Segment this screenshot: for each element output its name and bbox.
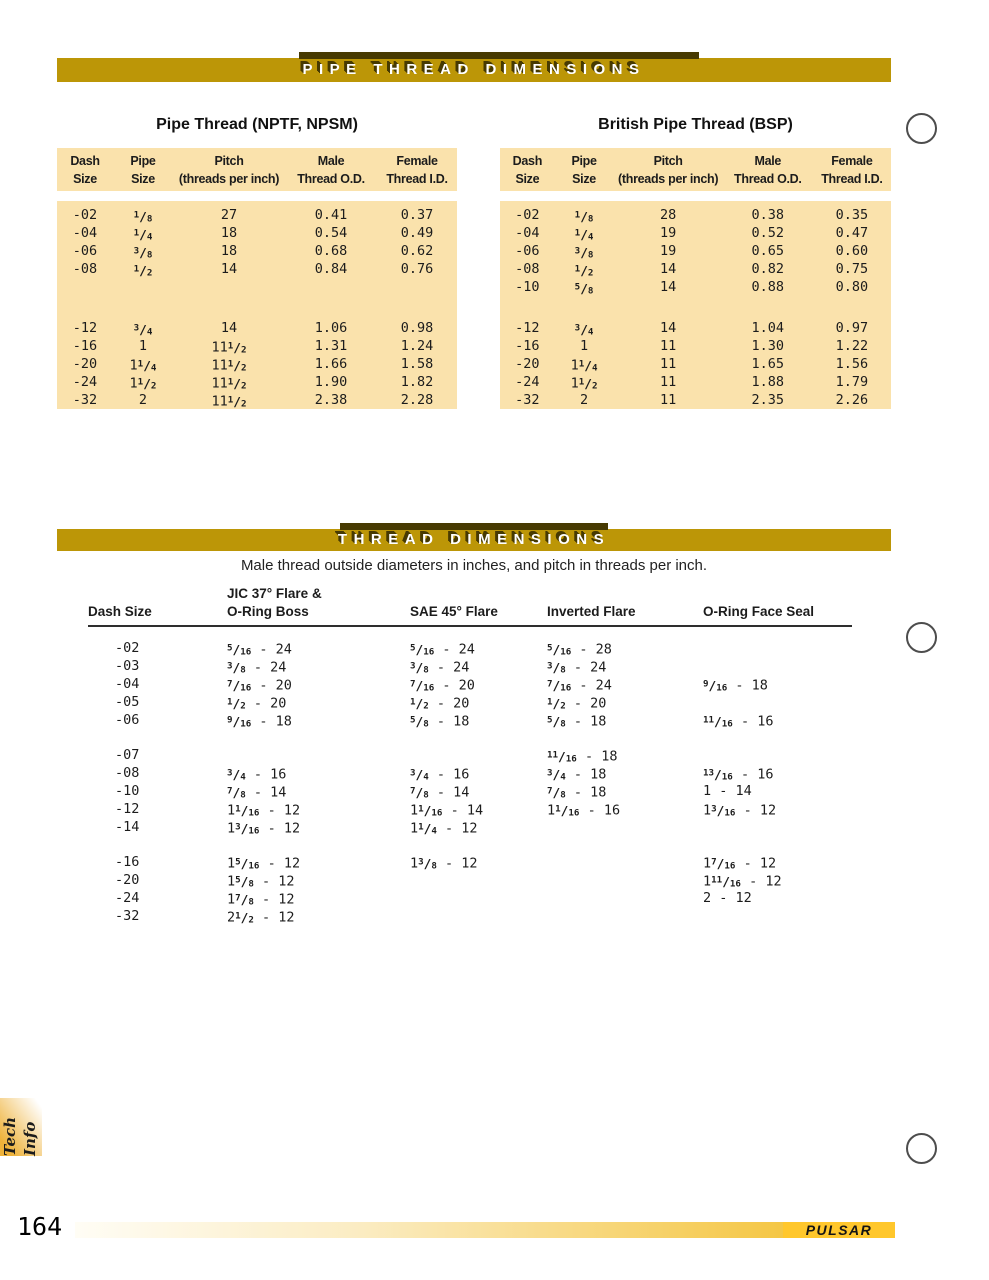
footer-gold-bar [75, 1222, 895, 1238]
table-cell: 0.98 [400, 320, 434, 336]
table-row [88, 746, 852, 764]
pipe-thread-banner [57, 58, 891, 82]
table-cell: $^3$/8 [133, 245, 153, 261]
table-cell: 1.24 [400, 338, 434, 354]
table-cell: 1.22 [835, 338, 869, 354]
table-cell: $^5$/16 - 24 [227, 641, 292, 658]
table-row [500, 260, 891, 278]
table-cell [703, 818, 852, 840]
table-cell: 1.04 [751, 320, 785, 336]
table-cell: -10 [115, 783, 140, 799]
table-cell: -12 [515, 320, 540, 336]
table-cell: 11 [659, 338, 677, 354]
punch-hole-circle [906, 1133, 937, 1164]
table-cell: 0.88 [751, 279, 785, 295]
table-cell: 2.35 [751, 392, 785, 408]
thread-dimensions-subtitle: Male thread outside diameters in inches, and pitch in threads per inch. [240, 557, 708, 574]
column-header: Inverted Flare [547, 604, 636, 619]
column-header: SAE 45° Flare [410, 604, 498, 619]
table-row [88, 782, 852, 800]
column-header: Pipe Size [571, 154, 597, 186]
table-cell: 14 [659, 320, 677, 336]
table-cell: -05 [115, 694, 140, 710]
table-cell: $1^1/16 - 16$ [547, 802, 621, 819]
table-row [500, 242, 891, 260]
table-row [88, 675, 852, 693]
table-cell: -04 [515, 225, 540, 241]
table-cell: $^1$/2 [133, 263, 153, 279]
table-cell: -24 [515, 374, 540, 390]
table-row [88, 800, 852, 818]
table-row [57, 319, 457, 337]
table-cell: 11 [659, 356, 677, 372]
table-cell: 0.76 [400, 261, 434, 277]
table-cell: -20 [115, 872, 140, 888]
table-cell [410, 907, 547, 929]
table-cell: $1^1/16 - 14$ [410, 802, 484, 819]
table-cell: 0.47 [835, 225, 869, 241]
table-cell: $^3$/8 - 24 [227, 659, 287, 676]
table-header-row [57, 148, 457, 191]
table-row [500, 224, 891, 242]
table-cell: -20 [515, 356, 540, 372]
table-cell: $1^1/16 - 12$ [227, 802, 301, 819]
tech-info-tab[interactable] [0, 1098, 42, 1156]
table-cell: 2 - 12 [703, 890, 752, 906]
table-cell: -20 [72, 356, 98, 372]
table-cell: -16 [115, 854, 140, 870]
table-row [57, 242, 457, 260]
table-cell: $1^1/4$ [129, 357, 157, 374]
table-cell: 19 [659, 225, 677, 241]
table-body [57, 201, 457, 409]
table-cell: -32 [115, 908, 140, 924]
table-cell: 1.56 [835, 356, 869, 372]
table-row [88, 889, 852, 907]
table-cell: -07 [115, 747, 140, 763]
table-cell: $2^1/2 - 12$ [227, 909, 295, 926]
table-cell: $^7$/8 - 14 [410, 784, 470, 801]
column-header: Male Thread O.D. [297, 154, 365, 186]
table-cell: $^7$/16 - 24 [547, 677, 612, 694]
table-row [500, 337, 891, 355]
table-cell: -14 [115, 819, 140, 835]
table-cell: -02 [115, 640, 140, 656]
table-row [57, 391, 457, 409]
table-cell: $^5$/8 - 18 [410, 713, 470, 730]
pipe-thread-banner-title: PIPE THREAD DIMENSIONS [302, 61, 646, 78]
table-cell: $^1$/8 [574, 209, 594, 225]
table-cell: -12 [72, 320, 98, 336]
table-cell: 1 - 14 [703, 783, 752, 799]
column-header: Pitch (threads per inch) [618, 154, 719, 186]
table-cell: -04 [72, 225, 98, 241]
table-cell: 14 [659, 261, 677, 277]
page-number: 164 [17, 1212, 63, 1241]
table-cell: $^3$/8 - 24 [410, 659, 470, 676]
row-group-gap [57, 278, 457, 319]
table-cell: $^7$/8 - 18 [547, 784, 607, 801]
column-header: Pitch (threads per inch) [178, 154, 280, 186]
table-cell: $1^{11}/16 - 12$ [703, 873, 782, 890]
table-row [88, 853, 852, 871]
table-cell: 1.31 [314, 338, 348, 354]
table-row [57, 224, 457, 242]
table-header-row [88, 585, 852, 627]
table-cell: 0.37 [400, 207, 434, 223]
table-cell: $^3$/4 [133, 322, 153, 338]
table-cell: 0.52 [751, 225, 785, 241]
table-cell: -06 [115, 712, 140, 728]
table-cell: $^1$/2 - 20 [227, 695, 287, 712]
pulsar-logo-text: PULSAR [805, 1222, 873, 1238]
table-row [57, 337, 457, 355]
table-cell: 2.28 [400, 392, 434, 408]
table-cell: 0.68 [314, 243, 348, 259]
table-cell: $^3$/8 - 24 [547, 659, 607, 676]
column-header: JIC 37° Flare & O-Ring Boss [227, 586, 322, 619]
table-cell: $1^5/16 - 12$ [227, 855, 301, 872]
table-cell: $11^1/2$ [211, 339, 247, 356]
column-header: Female Thread I.D. [386, 154, 448, 186]
tech-info-tab-label: Tech Info [1, 1116, 39, 1156]
table-cell: -03 [115, 658, 140, 674]
table-cell: 2.26 [835, 392, 869, 408]
table-cell [547, 818, 703, 840]
table-cell: 14 [220, 320, 238, 336]
table-cell: 1.66 [314, 356, 348, 372]
table-cell: 19 [659, 243, 677, 259]
table-cell: 0.80 [835, 279, 869, 295]
table-cell: $^3$/4 - 16 [410, 766, 470, 783]
table-cell: 1.65 [751, 356, 785, 372]
table-cell: $^3$/4 - 18 [547, 766, 607, 783]
table-cell: $^5$/16 - 28 [547, 641, 612, 658]
table-cell: 0.60 [835, 243, 869, 259]
table-row [88, 639, 852, 657]
table-cell: $1^3/16 - 12$ [227, 820, 301, 837]
nptf-table [57, 148, 457, 409]
table-row [500, 206, 891, 224]
table-cell: $1^1/2$ [570, 375, 598, 392]
table-cell: -06 [515, 243, 540, 259]
table-cell: -16 [72, 338, 98, 354]
table-cell: 1.58 [400, 356, 434, 372]
column-header: Dash Size [88, 604, 152, 619]
table-cell: -16 [515, 338, 540, 354]
thread-dimensions-banner [57, 529, 891, 551]
table-cell: $^{11}$/16 - 18 [547, 748, 618, 765]
table-cell: -02 [72, 207, 98, 223]
table-row [57, 355, 457, 373]
table-cell: $^{11}$/16 - 16 [703, 713, 774, 730]
table-cell: -02 [515, 207, 540, 223]
table-row [88, 818, 852, 836]
table-cell: $^7$/16 - 20 [410, 677, 475, 694]
table-cell: 14 [220, 261, 238, 277]
table-cell: $^1$/8 [133, 209, 153, 225]
table-cell: 11 [659, 392, 677, 408]
column-header: Pipe Size [130, 154, 156, 186]
column-header: Dash Size [70, 154, 100, 186]
table-cell: $11^1/2$ [211, 357, 247, 374]
column-header: Male Thread O.D. [734, 154, 802, 186]
table-cell: -32 [515, 392, 540, 408]
table-cell: -32 [72, 392, 98, 408]
table-cell: $^5$/8 - 18 [547, 713, 607, 730]
thread-dimensions-table [88, 585, 852, 925]
table-cell [547, 907, 703, 929]
table-cell: $^7$/16 - 20 [227, 677, 292, 694]
table-cell: 18 [220, 225, 238, 241]
table-cell: 28 [659, 207, 677, 223]
punch-hole-circle [906, 622, 937, 653]
table-body [500, 201, 891, 409]
bsp-table-title: British Pipe Thread (BSP) [598, 116, 793, 133]
table-cell: -08 [72, 261, 98, 277]
table-row [500, 319, 891, 337]
table-cell: 0.97 [835, 320, 869, 336]
table-cell: $^5$/8 [574, 281, 594, 297]
table-cell: -08 [515, 261, 540, 277]
table-cell: -06 [72, 243, 98, 259]
table-cell: 18 [220, 243, 238, 259]
table-cell: $1^1/2$ [129, 375, 157, 392]
table-cell: 0.38 [751, 207, 785, 223]
table-row [88, 657, 852, 675]
table-cell: 2 [579, 392, 589, 408]
table-cell: 11 [659, 374, 677, 390]
table-cell: $1^3/8 - 12$ [410, 855, 478, 872]
table-cell: 0.84 [314, 261, 348, 277]
table-cell: $^3$/4 [574, 322, 594, 338]
table-cell: $1^7/8 - 12$ [227, 891, 295, 908]
table-cell: $^9$/16 - 18 [227, 713, 292, 730]
table-row [88, 871, 852, 889]
table-cell: 2 [138, 392, 148, 408]
thread-dimensions-banner-title: THREAD DIMENSIONS [337, 531, 611, 548]
table-cell: $^3$/4 - 16 [227, 766, 287, 783]
table-cell: 14 [659, 279, 677, 295]
table-cell: 1 [138, 338, 148, 354]
table-row [57, 206, 457, 224]
table-cell: 1.90 [314, 374, 348, 390]
table-cell: $^3$/8 [574, 245, 594, 261]
row-group [88, 746, 852, 836]
table-cell: $^1$/2 - 20 [547, 695, 607, 712]
punch-hole-circle [906, 113, 937, 144]
table-cell: $11^1/2$ [211, 393, 247, 410]
table-cell: $1^1/4 - 12$ [410, 820, 478, 837]
table-row [88, 711, 852, 729]
table-header-row [500, 148, 891, 191]
table-row [88, 907, 852, 925]
table-cell: 1.06 [314, 320, 348, 336]
table-cell: $^1$/4 [133, 227, 153, 243]
table-cell: $1^5/8 - 12$ [227, 873, 295, 890]
table-cell: -08 [115, 765, 140, 781]
table-cell: $^7$/8 - 14 [227, 784, 287, 801]
table-cell: 1.88 [751, 374, 785, 390]
row-group [88, 639, 852, 729]
table-cell: 0.41 [314, 207, 348, 223]
table-cell: 1.79 [835, 374, 869, 390]
table-row [500, 278, 891, 296]
table-cell: $1^3/16 - 12$ [703, 802, 777, 819]
table-row [57, 260, 457, 278]
table-cell [703, 907, 852, 929]
table-cell: 1.82 [400, 374, 434, 390]
pulsar-logo [783, 1222, 895, 1238]
table-cell: 2.38 [314, 392, 348, 408]
table-cell: 0.49 [400, 225, 434, 241]
column-header: O-Ring Face Seal [703, 604, 815, 619]
table-cell: $^5$/16 - 24 [410, 641, 475, 658]
table-cell: -04 [115, 676, 140, 692]
table-cell: -24 [115, 890, 140, 906]
table-cell: 0.35 [835, 207, 869, 223]
table-row [57, 373, 457, 391]
table-cell: $1^1/4$ [570, 357, 598, 374]
table-cell: -10 [515, 279, 540, 295]
table-cell: $^1$/2 - 20 [410, 695, 470, 712]
table-row [500, 391, 891, 409]
table-cell: 0.82 [751, 261, 785, 277]
table-cell: -12 [115, 801, 140, 817]
table-cell: $1^7/16 - 12$ [703, 855, 777, 872]
table-cell: 0.62 [400, 243, 434, 259]
column-header: Dash Size [512, 154, 543, 186]
table-cell: 0.75 [835, 261, 869, 277]
table-cell: -24 [72, 374, 98, 390]
table-cell: $^{13}$/16 - 16 [703, 766, 774, 783]
column-header: Female Thread I.D. [821, 154, 883, 186]
table-cell: $^1$/4 [574, 227, 594, 243]
row-group [88, 853, 852, 925]
table-row [500, 355, 891, 373]
table-cell: 1 [579, 338, 589, 354]
table-cell: 1.30 [751, 338, 785, 354]
table-row [500, 373, 891, 391]
table-cell: $^9$/16 - 18 [703, 677, 768, 694]
table-row [88, 764, 852, 782]
table-cell: $11^1/2$ [211, 375, 247, 392]
table-cell: 0.54 [314, 225, 348, 241]
table-cell: 0.65 [751, 243, 785, 259]
nptf-table-title: Pipe Thread (NPTF, NPSM) [156, 116, 358, 133]
table-cell: 27 [220, 207, 238, 223]
bsp-table [500, 148, 891, 409]
table-cell: $^1$/2 [574, 263, 594, 279]
table-row [88, 693, 852, 711]
